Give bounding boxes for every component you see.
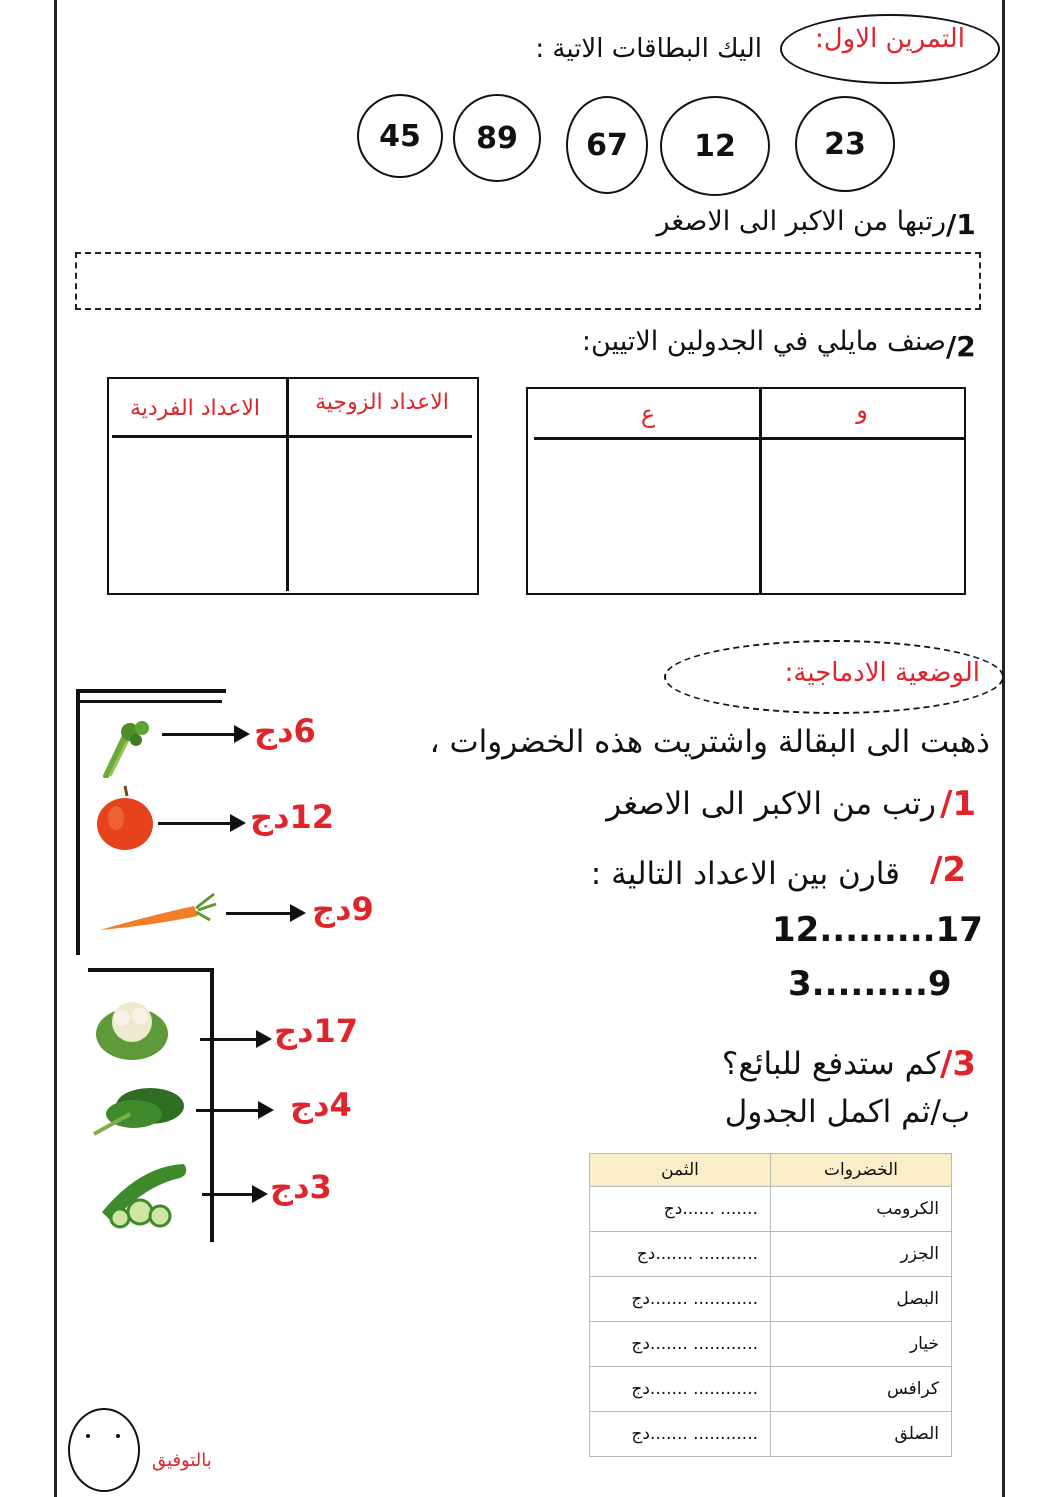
number-card: 23 (795, 96, 895, 192)
onion-image (94, 782, 156, 852)
sit-q1-num: 1/ (940, 784, 977, 824)
price-label-celery: 6دج (254, 712, 316, 750)
even-odd-table-header-line (112, 435, 472, 438)
compare-row-1[interactable]: 12.........17 (772, 910, 983, 950)
price-label-cucumber: 3دج (270, 1168, 332, 1206)
cauliflower-image (92, 988, 172, 1062)
ex1-q1-num: 1/ (946, 208, 976, 241)
cucumber-image (94, 1156, 194, 1230)
price-label-spinach: 4دج (290, 1086, 352, 1124)
table-row (590, 1367, 952, 1412)
price-table (589, 1153, 952, 1457)
price-cell[interactable]: ............ .......دج (590, 1367, 771, 1412)
ex1-q1-text: رتبها من الاكبر الى الاصغر (656, 206, 946, 237)
even-numbers-header: الاعداد الزوجية (315, 390, 449, 415)
page-border-left (54, 0, 57, 1497)
table-row (590, 1232, 952, 1277)
price-label-carrot: 9دج (312, 890, 374, 928)
veg-cell: الجزر (771, 1232, 952, 1277)
ex1-q2-text: صنف مايلي في الجدولين الاتيين: (581, 326, 946, 357)
header-vegetables: الخضروات (771, 1154, 952, 1187)
table-row (590, 1187, 952, 1232)
price-label-onion: 12دج (250, 798, 335, 836)
price-cell[interactable]: ............ .......دج (590, 1277, 771, 1322)
units-header: و (856, 396, 868, 424)
veg-cell: خيار (771, 1322, 952, 1367)
price-cell[interactable]: ....... ......دج (590, 1187, 771, 1232)
sit-q3-num: 3/ (940, 1044, 977, 1084)
ex1-q2-num: 2/ (946, 330, 976, 363)
page-border-right (1002, 0, 1005, 1497)
veg-cell: الكرومب (771, 1187, 952, 1232)
price-label-cauliflower: 17دج (274, 1012, 359, 1050)
arrow-right-icon (162, 733, 246, 736)
units-tens-table-header-line (534, 437, 966, 440)
spinach-image (90, 1078, 190, 1138)
celery-image (98, 716, 158, 778)
exercise1-label: التمرين الاول: (815, 24, 965, 54)
compare-row-2[interactable]: 3.........9 (788, 964, 952, 1004)
veg-cell: الصلق (771, 1412, 952, 1457)
price-cell[interactable]: ........... .......دج (590, 1232, 771, 1277)
veg-cell: كرافس (771, 1367, 952, 1412)
exercise1-intro: اليك البطاقات الاتية : (535, 34, 762, 64)
table-row (590, 1277, 952, 1322)
header-price: الثمن (590, 1154, 771, 1187)
good-luck-text: بالتوفيق (152, 1450, 212, 1471)
tens-header: ع (640, 400, 656, 428)
number-card: 45 (357, 94, 443, 178)
arrow-right-icon (200, 1038, 268, 1041)
arrow-right-icon (226, 912, 302, 915)
answer-box-dashed[interactable] (75, 252, 981, 310)
number-card: 67 (566, 96, 648, 194)
veg-frame-top-inner-line (80, 700, 222, 703)
arrow-right-icon (202, 1193, 264, 1196)
number-card: 89 (453, 94, 541, 182)
even-odd-table-divider (286, 379, 289, 591)
number-card: 12 (660, 96, 770, 196)
arrow-right-icon (196, 1109, 270, 1112)
arrow-right-icon (158, 822, 242, 825)
sit-q1-text: رتب من الاكبر الى الاصغر (606, 786, 936, 822)
sit-q2-text: قارن بين الاعداد التالية : (590, 856, 900, 892)
smiley-face-icon (68, 1408, 140, 1492)
situation-intro: ذهبت الى البقالة واشتريت هذه الخضروات ، (429, 724, 990, 760)
sit-q3b-text: ب/ثم اكمل الجدول (724, 1094, 970, 1130)
sit-q2-num: 2/ (930, 850, 967, 890)
situation-label: الوضعية الادماجية: (784, 658, 980, 688)
carrot-image (98, 890, 218, 934)
price-cell[interactable]: ............ .......دج (590, 1412, 771, 1457)
price-cell[interactable]: ............ .......دج (590, 1322, 771, 1367)
sit-q3-text: كم ستدفع للبائع؟ (721, 1046, 940, 1082)
odd-numbers-header: الاعداد الفردية (129, 396, 261, 421)
table-row (590, 1322, 952, 1367)
table-row (590, 1412, 952, 1457)
veg-cell: البصل (771, 1277, 952, 1322)
